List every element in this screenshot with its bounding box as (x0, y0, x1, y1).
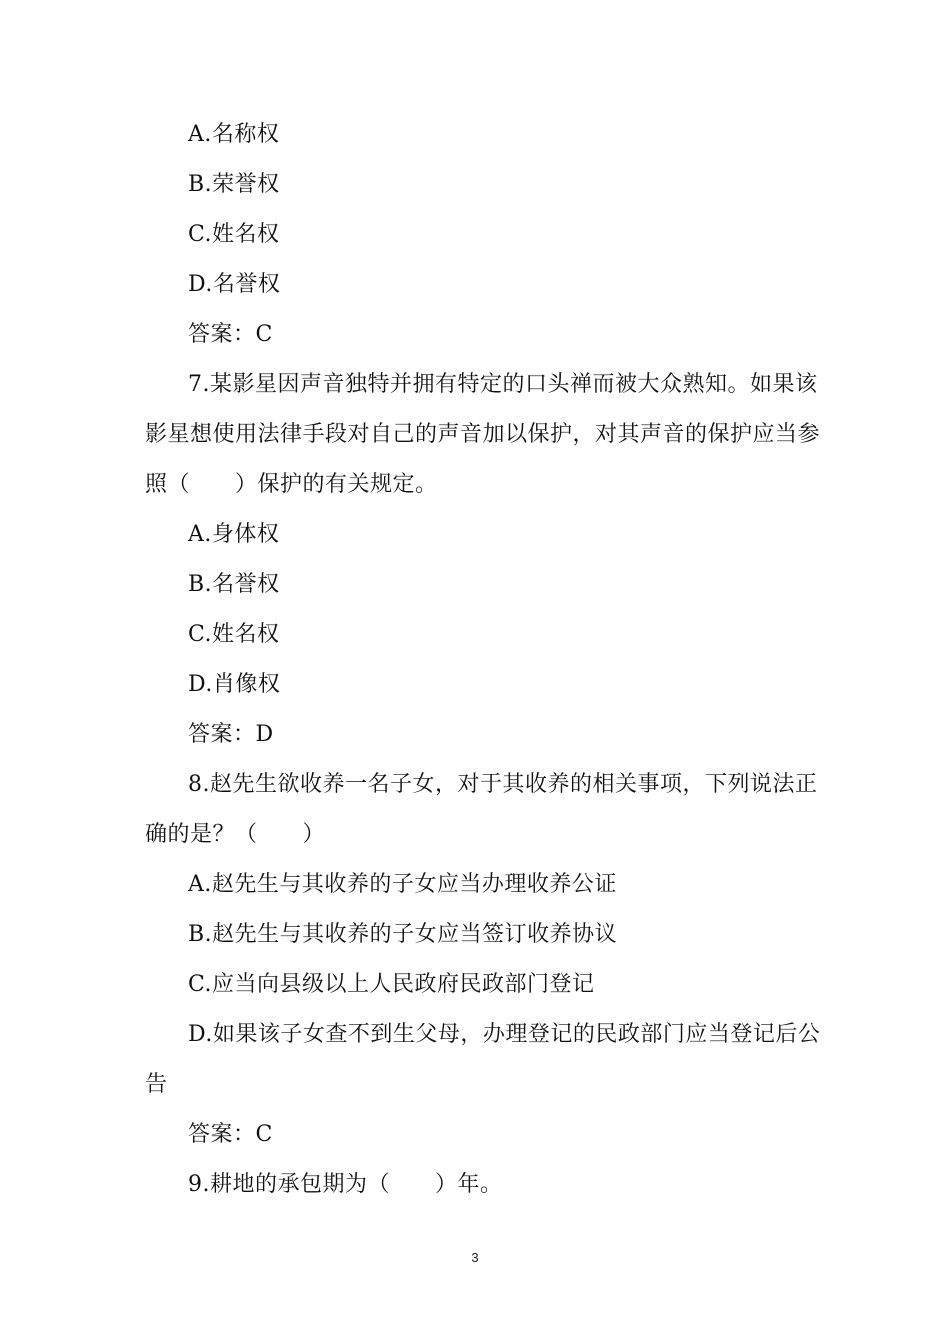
q7-stem-line-3: 照（ ）保护的有关规定。 (145, 472, 438, 497)
q6-answer: 答案：C (188, 322, 273, 347)
q7-option-a: A.身体权 (188, 522, 280, 547)
q6-option-b: B.荣誉权 (188, 172, 280, 197)
q8-option-c: C.应当向县级以上人民政府民政部门登记 (188, 972, 595, 997)
q7-answer: 答案：D (188, 722, 274, 747)
q8-option-d-line-2: 告 (145, 1072, 168, 1097)
q7-option-c: C.姓名权 (188, 622, 280, 647)
q8-option-b: B.赵先生与其收养的子女应当签订收养协议 (188, 922, 618, 947)
q7-option-d: D.肖像权 (188, 672, 281, 697)
q6-option-d: D.名誉权 (188, 272, 281, 297)
q6-option-c: C.姓名权 (188, 222, 280, 247)
q7-stem-line-1: 7.某影星因声音独特并拥有特定的口头禅而被大众熟知。如果该 (188, 372, 818, 397)
q6-option-a: A.名称权 (188, 122, 280, 147)
q8-answer: 答案：C (188, 1122, 273, 1147)
q8-stem-line-2: 确的是？（ ） (145, 822, 326, 847)
q8-option-a: A.赵先生与其收养的子女应当办理收养公证 (188, 872, 617, 897)
q7-stem-line-2: 影星想使用法律手段对自己的声音加以保护，对其声音的保护应当参 (145, 422, 821, 447)
q9-stem-line-1: 9.耕地的承包期为（ ）年。 (188, 1172, 503, 1197)
q8-stem-line-1: 8.赵先生欲收养一名子女，对于其收养的相关事项，下列说法正 (188, 772, 818, 797)
q7-option-b: B.名誉权 (188, 572, 280, 597)
q8-option-d-line-1: D.如果该子女查不到生父母，办理登记的民政部门应当登记后公 (188, 1022, 821, 1047)
page-number: 3 (471, 1250, 479, 1265)
